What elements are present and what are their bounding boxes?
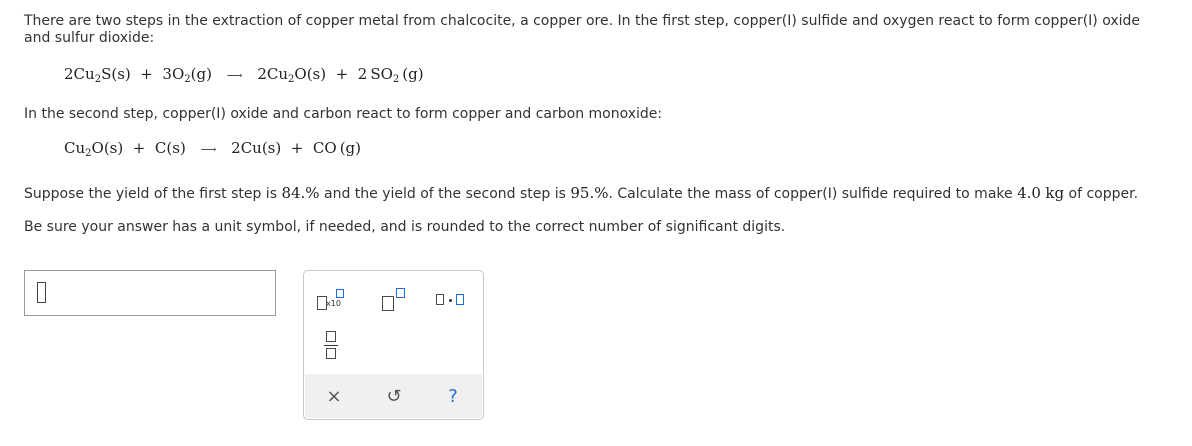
undo-icon: ↺ <box>386 385 402 407</box>
copper-mass-unit: kg <box>1045 184 1065 202</box>
eq1-state-3: (s) <box>306 65 327 83</box>
eq1-cu: Cu <box>73 65 95 83</box>
dot-icon <box>449 299 452 302</box>
eq2-state-4: (g) <box>339 139 361 157</box>
eq2-sub-1: 2 <box>85 148 92 159</box>
eq1-state-2: (g) <box>190 65 212 83</box>
help-icon: ? <box>448 385 458 407</box>
eq2-cu-2: Cu <box>240 139 262 157</box>
right-box-icon <box>456 294 464 305</box>
help-button[interactable] <box>424 374 482 418</box>
eq1-coef-3: 2 <box>257 65 267 83</box>
equation-step-1 <box>64 65 424 83</box>
question-part-2: and the yield of the second step is <box>319 186 571 202</box>
eq2-c: C <box>154 139 167 157</box>
yield-step-1: 84.% <box>281 184 320 202</box>
eq1-o: O <box>171 65 185 83</box>
eq1-sub-1: 2 <box>94 74 102 85</box>
eq1-plus-1: + <box>140 65 153 83</box>
eq2-state-2: (s) <box>166 139 186 157</box>
clear-button[interactable] <box>305 374 363 418</box>
multiply-dot-button[interactable] <box>432 290 472 310</box>
eq1-sub-4: 2 <box>392 74 400 85</box>
eq1-sub-3: 2 <box>288 74 295 85</box>
question-part-3: . Calculate the mass of copper(I) sulfide required to make <box>608 186 1018 202</box>
eq2-state-3: (s) <box>261 139 282 157</box>
eq2-cu: Cu <box>64 139 86 157</box>
eq1-state-1: (s) <box>111 65 131 83</box>
scientific-notation-button[interactable] <box>314 289 348 313</box>
eq1-coef-1: 2 <box>64 65 74 83</box>
problem-intro: There are two steps in the extraction of copper metal from chalcocite, a copper ore. In the first step, copper(I) sulfide and oxygen react to form copper(I) oxide and sulfur dioxide: <box>24 13 1141 46</box>
eq2-coef-1: 2 <box>231 139 241 157</box>
question-part-4: of copper. <box>1064 186 1139 202</box>
question-text <box>24 185 1138 203</box>
question-part-1: Suppose the yield of the first step is <box>24 186 282 202</box>
eq1-cu-2: Cu <box>266 65 288 83</box>
step2-intro: In the second step, copper(I) oxide and carbon react to form copper and carbon monoxide: <box>24 106 663 122</box>
reaction-arrow-icon: ⟶ <box>200 143 217 156</box>
undo-button[interactable] <box>365 374 423 418</box>
fraction-button[interactable] <box>318 329 344 363</box>
left-box-icon <box>436 294 444 305</box>
x10-label: x10 <box>326 299 341 308</box>
input-cursor-placeholder <box>37 282 46 303</box>
eq2-plus-2: + <box>290 139 304 157</box>
denominator-box-icon <box>326 348 336 359</box>
eq1-coef-2: 3 <box>162 65 172 83</box>
eq1-o-2: O <box>294 65 307 83</box>
reaction-arrow-icon: ⟶ <box>226 69 243 82</box>
close-icon: × <box>326 385 342 407</box>
base-box-icon <box>382 296 394 311</box>
eq1-plus-2: + <box>335 65 349 83</box>
equation-step-2 <box>64 139 361 157</box>
eq1-state-4: (g) <box>402 65 424 83</box>
exponent-box-icon <box>336 289 344 298</box>
eq2-state-1: (s) <box>103 139 124 157</box>
eq1-s: S <box>101 65 112 83</box>
yield-step-2: 95.% <box>570 184 609 202</box>
numerator-box-icon <box>326 331 336 342</box>
superscript-button[interactable] <box>378 286 412 314</box>
exponent-box-icon <box>396 288 405 298</box>
eq2-o: O <box>91 139 104 157</box>
instructions-text: Be sure your answer has a unit symbol, if needed, and is rounded to the correct number of significant digits. <box>24 219 786 235</box>
answer-input[interactable] <box>24 270 276 316</box>
eq2-co: CO <box>312 139 337 157</box>
math-toolbox <box>303 270 484 420</box>
toolbox-action-bar <box>305 374 482 418</box>
eq2-plus-1: + <box>132 139 146 157</box>
eq1-sub-2: 2 <box>184 74 191 85</box>
eq1-so: SO <box>370 65 393 83</box>
eq1-coef-4: 2 <box>357 65 368 83</box>
fraction-bar-icon <box>324 345 338 346</box>
copper-mass: 4.0 <box>1017 184 1041 202</box>
